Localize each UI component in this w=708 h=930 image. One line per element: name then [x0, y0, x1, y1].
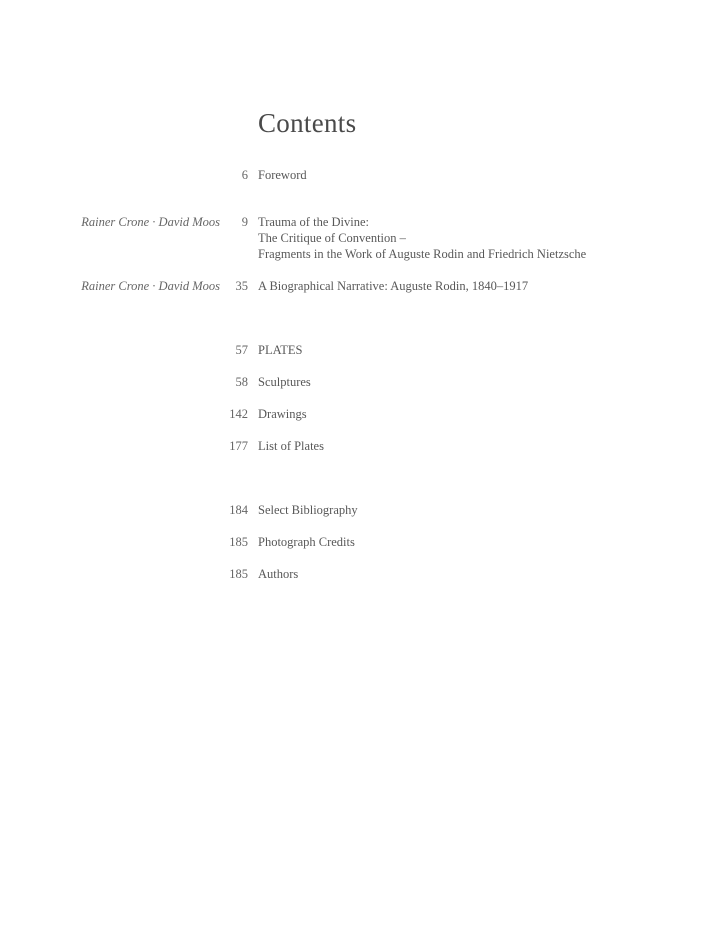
toc-title-line: List of Plates [258, 439, 324, 453]
toc-entry-title [258, 214, 586, 262]
toc-title-line: Fragments in the Work of Auguste Rodin and Friedrich Nietzsche [258, 247, 587, 261]
toc-author: Rainer Crone · David Moos [81, 279, 220, 293]
toc-title-line: Authors [258, 567, 299, 581]
toc-title-line: PLATES [258, 343, 303, 357]
toc-page-number: 35 [235, 279, 248, 293]
toc-entry-title [258, 438, 324, 454]
toc-title-line: Foreword [258, 168, 307, 182]
toc-title-line: Sculptures [258, 375, 311, 389]
toc-title-line: Drawings [258, 407, 307, 421]
page-title: Contents [258, 108, 357, 138]
toc-page-number: 184 [229, 503, 248, 517]
toc-entry-title [258, 534, 355, 550]
toc-page-number: 6 [241, 168, 248, 182]
toc-page-number: 9 [241, 215, 248, 229]
toc-title-line: Photograph Credits [258, 535, 355, 549]
toc-entry-title [258, 167, 307, 183]
toc-entry-title [258, 502, 358, 518]
toc-page-number: 185 [229, 535, 248, 549]
toc-page-number: 58 [235, 375, 248, 389]
toc-title-line: Select Bibliography [258, 503, 358, 517]
toc-title-line: Trauma of the Divine: [258, 215, 369, 229]
toc-author: Rainer Crone · David Moos [81, 215, 220, 229]
toc-entry-title [258, 374, 311, 390]
toc-entry-title [258, 406, 307, 422]
toc-page-number: 185 [229, 567, 248, 581]
toc-page-number: 177 [229, 439, 248, 453]
toc-page-number: 57 [235, 343, 248, 357]
toc-entry-title [258, 278, 528, 294]
toc-entry-title [258, 566, 298, 582]
toc-title-line: The Critique of Convention – [258, 231, 406, 245]
toc-title-line: A Biographical Narrative: Auguste Rodin, 1840–1917 [258, 279, 529, 293]
toc-entry-title [258, 342, 302, 358]
toc-page-number: 142 [229, 407, 248, 421]
